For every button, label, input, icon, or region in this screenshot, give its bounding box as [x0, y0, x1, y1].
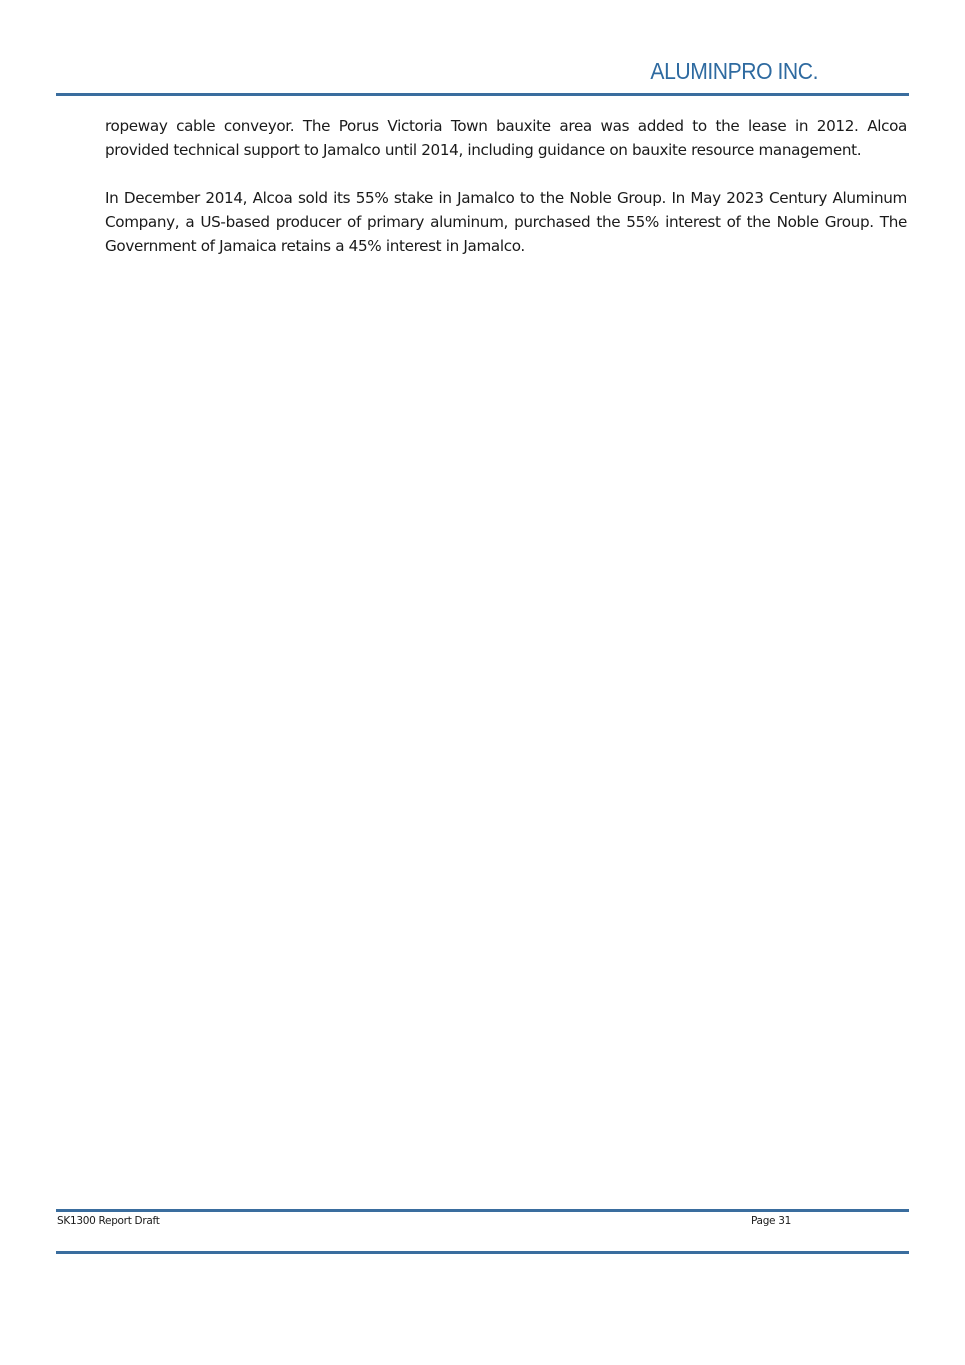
body-content	[105, 114, 907, 282]
footer-divider-top	[56, 1209, 909, 1212]
footer-divider-bottom	[56, 1251, 909, 1254]
footer-page-number: Page 31	[751, 1215, 792, 1227]
header-divider	[56, 93, 909, 96]
footer-document-name: SK1300 Report Draft	[57, 1215, 160, 1227]
paragraph: ropeway cable conveyor. The Porus Victoria Town bauxite area was added to the lease in 2012. Alcoa provided technical support to Jamalco until 2014, including guidance on bauxite resource management.	[105, 117, 907, 159]
paragraph: In December 2014, Alcoa sold its 55% stake in Jamalco to the Noble Group. In May 2023 Century Aluminum Company, a US-based producer of primary aluminum, purchased the 55% interest of the Noble Group. The Government of Jamaica retains a 45% interest in Jamalco.	[105, 189, 907, 255]
company-header-title: ALUMINPRO INC.	[650, 58, 818, 84]
